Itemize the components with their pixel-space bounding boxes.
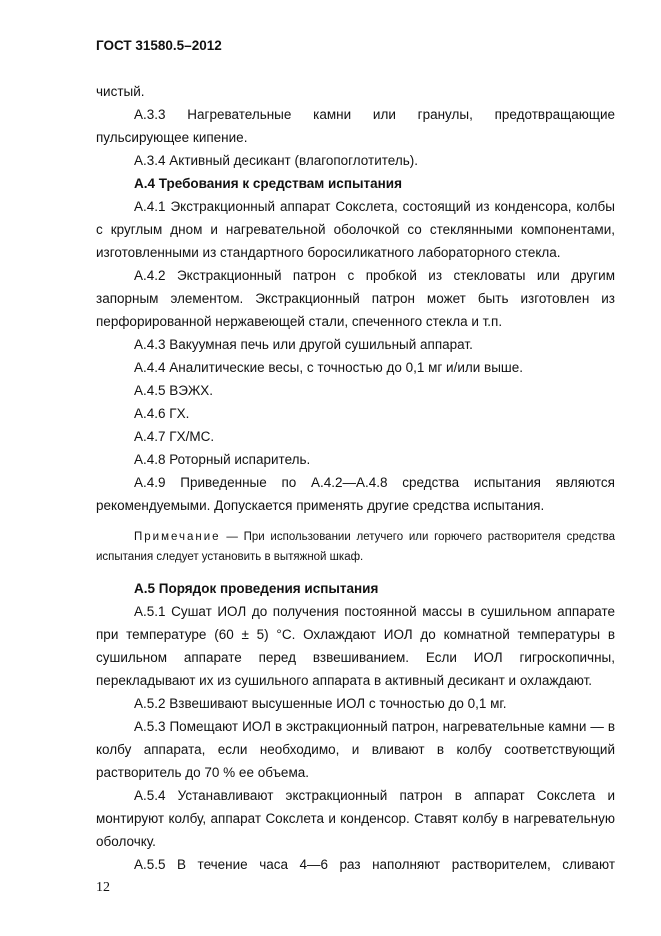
note-label: Примечание	[134, 531, 221, 543]
text-line: чистый.	[96, 84, 145, 99]
text-line: А.4.5 ВЭЖХ.	[134, 383, 214, 398]
text-line: А.4.6 ГХ.	[134, 406, 190, 421]
text-line: сушильном аппарате перед взвешиванием. Если ИОЛ гигроскопичны,	[96, 650, 615, 665]
text-line: растворитель до 70 % ее объема.	[96, 765, 309, 780]
document-body	[96, 80, 615, 876]
text-line: изготовленными из стандартного боросиликатного лабораторного стекла.	[96, 245, 561, 260]
text-line: А.5.3 Помещают ИОЛ в экстракционный патрон, нагревательные камни — в	[134, 719, 615, 734]
page-number: 12	[96, 880, 110, 895]
text-line: А.4.2 Экстракционный патрон с пробкой из стекловаты или другим	[134, 268, 615, 283]
text-line: А.4.9 Приведенные по А.4.2—А.4.8 средства испытания являются	[134, 475, 615, 490]
text-line: А.4.8 Роторный испаритель.	[134, 452, 311, 467]
text-line: А.4.1 Экстракционный аппарат Сокслета, состоящий из конденсора, колбы	[134, 199, 615, 214]
text-line: оболочку.	[96, 834, 156, 849]
text-line: при температуре (60 ± 5) °С. Охлаждают ИОЛ до комнатной температуры в	[96, 627, 615, 642]
text-line: запорным элементом. Экстракционный патрон может быть изготовлен из	[96, 291, 615, 306]
text-line: А.3.3 Нагревательные камни или гранулы, предотвращающие	[134, 107, 615, 122]
note-line	[96, 527, 615, 547]
text-line: А.4.3 Вакуумная печь или другой сушильный аппарат.	[134, 337, 473, 352]
text-line: с круглым дном и нагревательной оболочкой со стеклянными компонентами,	[96, 222, 615, 237]
text-line: А.4.7 ГХ/МС.	[134, 429, 215, 444]
note-line: испытания следует установить в вытяжной шкаф.	[96, 551, 364, 563]
text-line: пульсирующее кипение.	[96, 130, 248, 145]
document-header: ГОСТ 31580.5–2012	[96, 38, 222, 53]
section-heading: А.5 Порядок проведения испытания	[134, 581, 379, 596]
text-line: А.5.4 Устанавливают экстракционный патрон в аппарат Сокслета и	[134, 788, 615, 803]
text-line: А.4.4 Аналитические весы, с точностью до 0,1 мг и/или выше.	[134, 360, 524, 375]
text-line: А.5.1 Сушат ИОЛ до получения постоянной массы в сушильном аппарате	[134, 604, 615, 619]
text-line: А.5.5 В течение часа 4—6 раз наполняют растворителем, сливают	[134, 857, 615, 872]
text-line: колбу аппарата, если необходимо, и вливают в колбу соответствующий	[96, 742, 615, 757]
text-line: А.3.4 Активный десикант (влагопоглотитель).	[134, 153, 418, 168]
text-line: перфорированной нержавеющей стали, спеченного стекла и т.п.	[96, 314, 503, 329]
text-line: рекомендуемыми. Допускается применять другие средства испытания.	[96, 498, 545, 513]
text-line: перекладывают их из сушильного аппарата в активный десикант и охлаждают.	[96, 673, 593, 688]
section-heading: А.4 Требования к средствам испытания	[134, 176, 402, 191]
note-text: — При использовании летучего или горючего растворителя средства	[226, 531, 615, 543]
text-line: монтируют колбу, аппарат Сокслета и конденсор. Ставят колбу в нагревательную	[96, 811, 615, 826]
text-line: А.5.2 Взвешивают высушенные ИОЛ с точностью до 0,1 мг.	[134, 696, 507, 711]
